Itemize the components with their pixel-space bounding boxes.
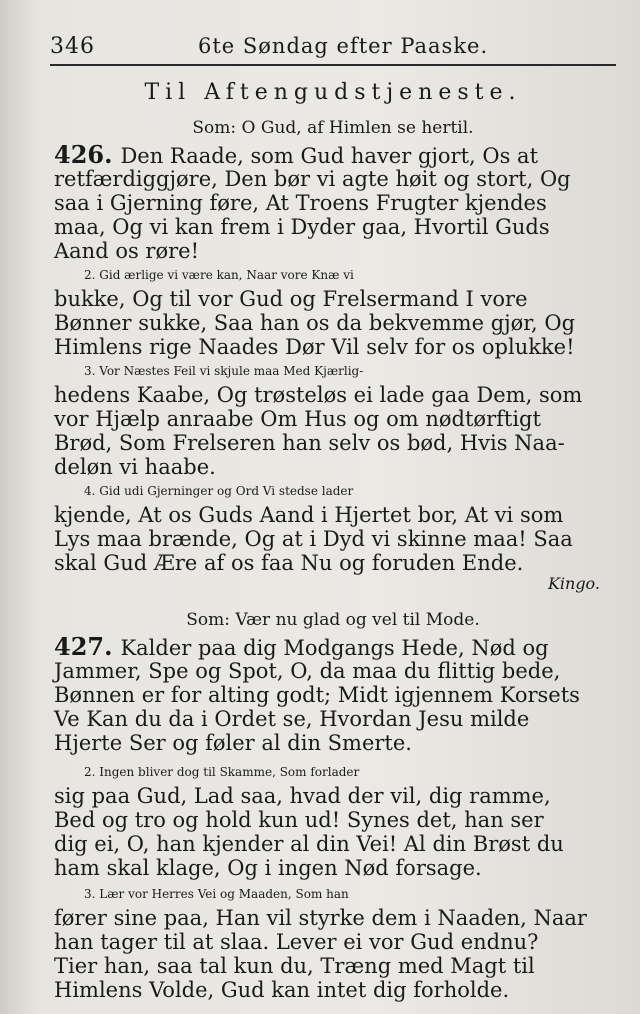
hymn-427-line: 3. Lær vor Herres Vei og Maaden, Som han <box>84 887 349 901</box>
hymn-426-line: hedens Kaabe, Og trøsteløs ei lade gaa Dem, som <box>54 383 583 407</box>
hymn-427-line: 427. Kalder paa dig Modgangs Hede, Nød og <box>54 632 549 661</box>
hymn-426-line: vor Hjælp anraabe Om Hus og om nødtørftigt <box>54 407 541 431</box>
hymn-427-line: Himlens Volde, Gud kan intet dig forholde. <box>54 978 510 1002</box>
hymn-426-melody: Som: O Gud, af Himlen se hertil. <box>192 118 474 138</box>
hymn-427-line: Bønnen er for alting godt; Midt igjennem Korsets <box>54 683 580 707</box>
hymn-426-line: Bønner sukke, Saa han os da bekvemme gjør, Og <box>54 311 576 335</box>
page-header <box>50 30 616 66</box>
hymn-426-line: deløn vi haabe. <box>54 455 216 479</box>
hymn-427-number: 427. <box>54 632 113 661</box>
hymn-426-line: maa, Og vi kan frem i Dyder gaa, Hvortil Guds <box>54 215 550 239</box>
hymn-426-line: retfærdiggjøre, Den bør vi agte høit og stort, Og <box>54 167 571 191</box>
hymn-427-melody: Som: Vær nu glad og vel til Mode. <box>186 610 480 630</box>
hymn-427-line: Hjerte Ser og føler al din Smerte. <box>54 731 412 755</box>
hymn-427-line: sig paa Gud, Lad saa, hvad der vil, dig ramme, <box>54 784 551 808</box>
hymn-426-line: Lys maa brænde, Og at i Dyd vi skinne maa! Saa <box>54 527 573 551</box>
hymn-426-number: 426. <box>54 140 113 169</box>
hymn-426-line: 2. Gid ærlige vi være kan, Naar vore Knæ vi <box>84 268 354 282</box>
hymn-427-line: han tager til at slaa. Lever ei vor Gud endnu? <box>54 930 539 954</box>
hymn-427-line: fører sine paa, Han vil styrke dem i Naaden, Naar <box>54 906 587 930</box>
hymn-426-line: 3. Vor Næstes Feil vi skjule maa Med Kjærlig- <box>84 364 364 378</box>
hymn-427-line: Ve Kan du da i Ordet se, Hvordan Jesu milde <box>54 707 530 731</box>
hymn-426-line: bukke, Og til vor Gud og Frelsermand I vore <box>54 287 528 311</box>
hymn-426-line: saa i Gjerning føre, At Troens Frugter kjendes <box>54 191 547 215</box>
hymn-426-line: Aand os røre! <box>54 239 200 263</box>
hymn-426-line: Himlens rige Naades Dør Vil selv for os oplukke! <box>54 335 575 359</box>
hymn-426-line: skal Gud Ære af os faa Nu og foruden Ende. <box>54 551 524 575</box>
hymn-426-line: 4. Gid udi Gjerninger og Ord Vi stedse lader <box>84 484 354 498</box>
running-title: 6te Søndag efter Paaske. <box>198 34 489 58</box>
hymn-426-author: Kingo. <box>547 574 600 593</box>
hymn-427-line: Jammer, Spe og Spot, O, da maa du flittig bede, <box>54 659 561 683</box>
hymn-426-line: 426. Den Raade, som Gud haver gjort, Os at <box>54 140 539 169</box>
hymn-427-line: dig ei, O, han kjender al din Vei! Al din Brøst du <box>54 832 564 856</box>
hymn-427-line: ham skal klage, Og i ingen Nød forsage. <box>54 856 482 880</box>
hymn-427-line: Bed og tro og hold kun ud! Synes det, han ser <box>54 808 544 832</box>
hymn-427-line: 2. Ingen bliver dog til Skamme, Som forlader <box>84 765 360 779</box>
hymn-427-line: Tier han, saa tal kun du, Træng med Magt til <box>54 954 535 978</box>
hymn-426-line: Brød, Som Frelseren han selv os bød, Hvis Naa- <box>54 431 565 455</box>
page-number: 346 <box>50 34 95 59</box>
hymn-426-line: kjende, At os Guds Aand i Hjertet bor, At vi som <box>54 503 564 527</box>
section-title: Til Aftengudstjeneste. <box>144 80 522 105</box>
